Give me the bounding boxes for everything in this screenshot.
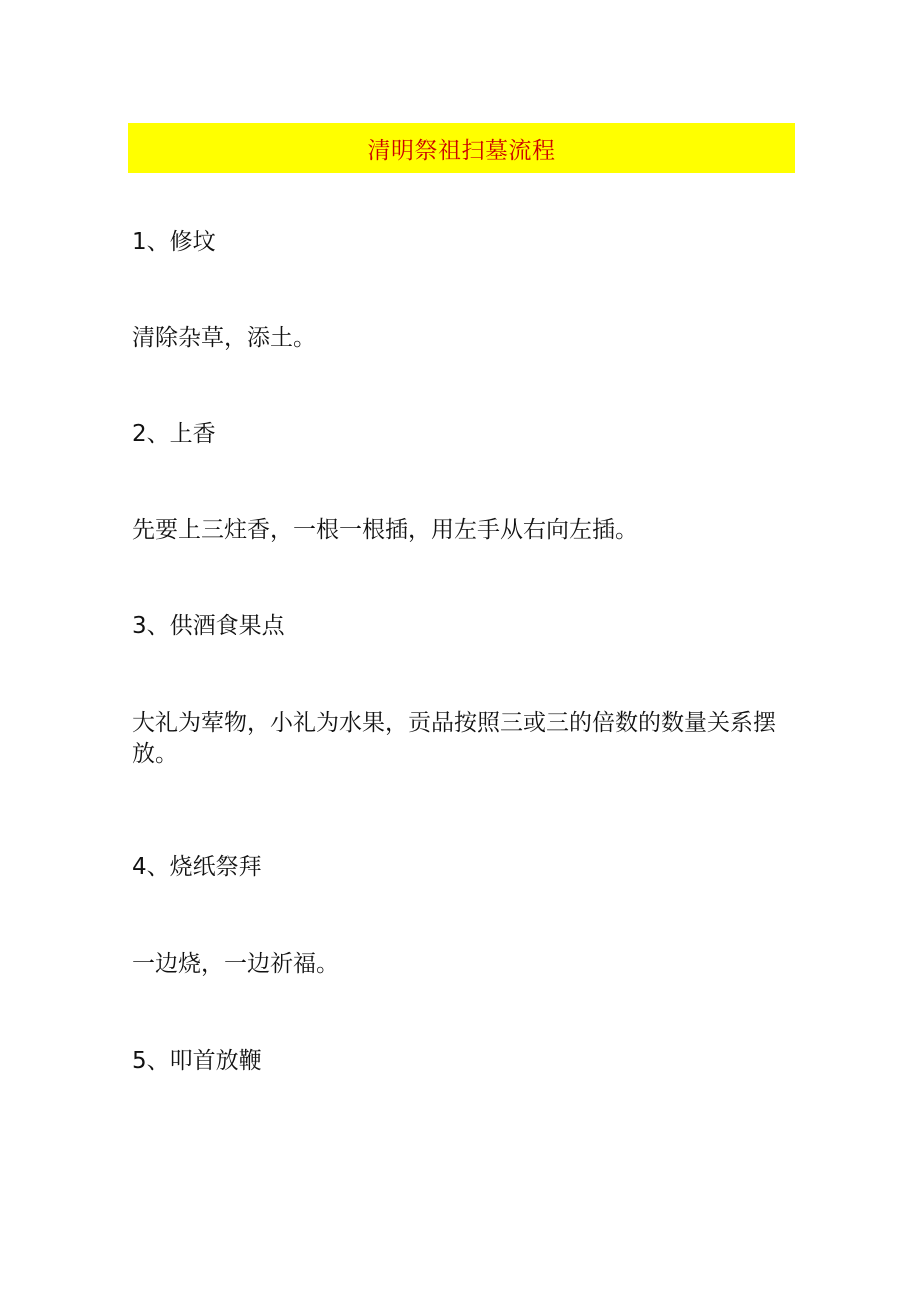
step-4-heading: 4、烧纸祭拜 xyxy=(132,854,262,880)
step-5-heading: 5、叩首放鞭 xyxy=(132,1048,262,1074)
step-3-heading: 3、供酒食果点 xyxy=(132,613,285,639)
step-1-body: 清除杂草，添土。 xyxy=(132,325,316,351)
step-2-heading: 2、上香 xyxy=(132,421,216,447)
step-4-body: 一边烧，一边祈福。 xyxy=(132,951,339,977)
step-3-body: 大礼为荤物，小礼为水果，贡品按照三或三的倍数的数量关系摆放。 xyxy=(132,710,776,767)
step-2-body: 先要上三炷香，一根一根插，用左手从右向左插。 xyxy=(132,517,638,543)
step-1-heading: 1、修坟 xyxy=(132,229,216,255)
document-title: 清明祭祖扫墓流程 xyxy=(367,137,556,164)
title-banner xyxy=(128,123,795,173)
